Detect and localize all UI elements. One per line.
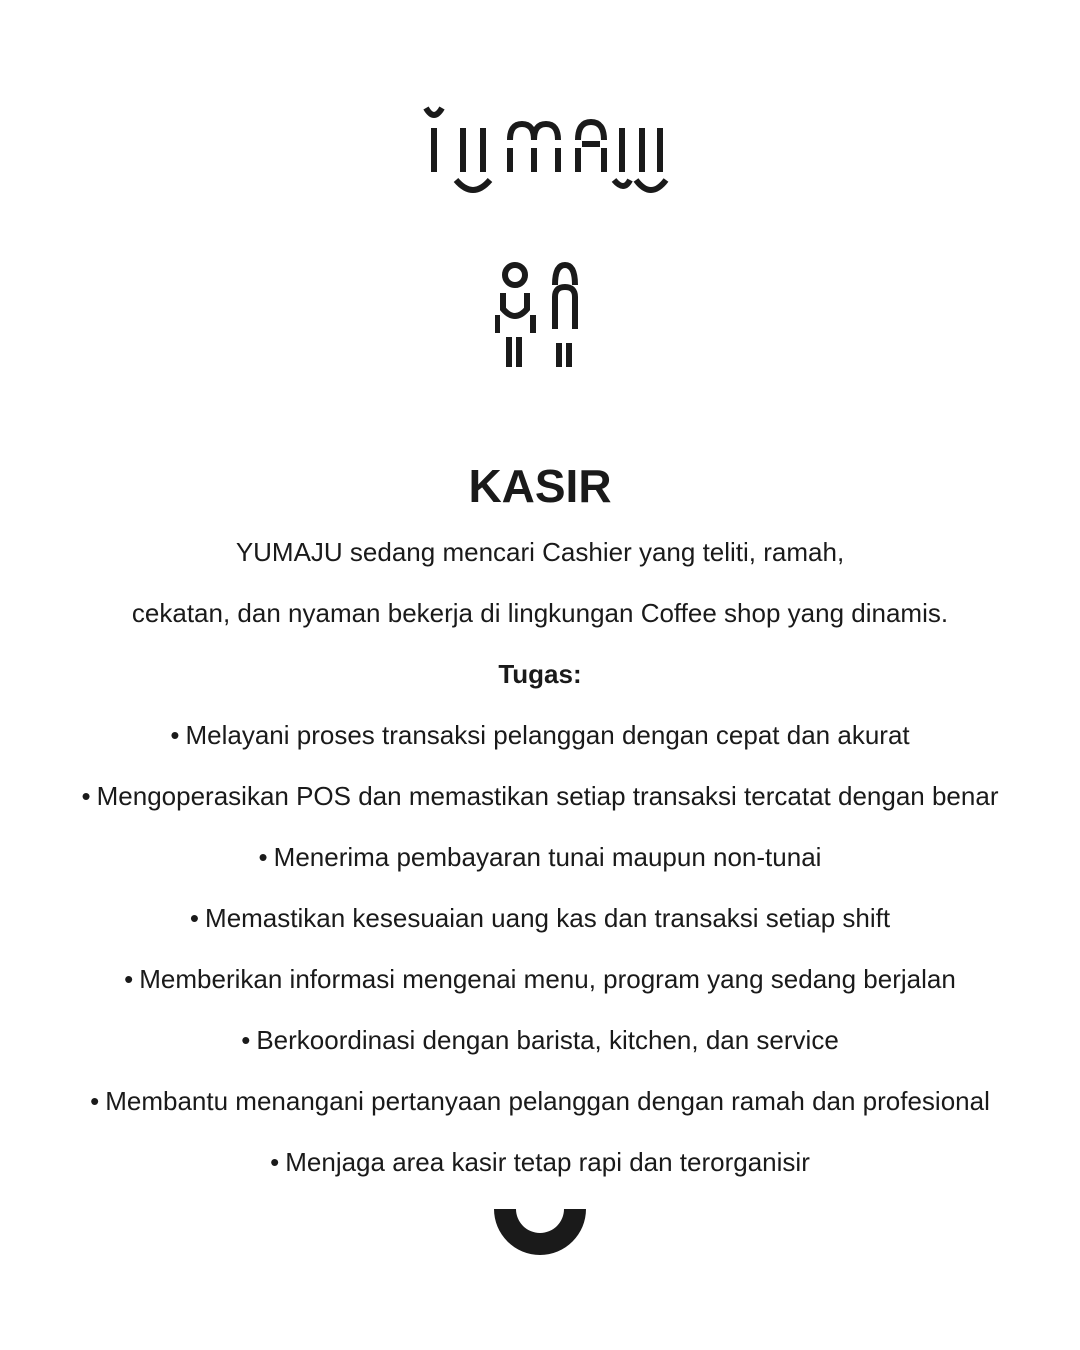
bullet-icon: • bbox=[241, 1025, 251, 1055]
task-item bbox=[0, 1071, 1080, 1132]
job-posting bbox=[0, 450, 1080, 1193]
task-item bbox=[0, 888, 1080, 949]
task-text: Memastikan kesesuaian uang kas dan transaksi setiap shift bbox=[205, 903, 891, 933]
intro-line-2: cekatan, dan nyaman bekerja di lingkungan Coffee shop yang dinamis. bbox=[131, 598, 949, 628]
bullet-icon: • bbox=[90, 1086, 100, 1116]
task-text: Mengoperasikan POS dan memastikan setiap transaksi tercatat dengan benar bbox=[96, 781, 999, 811]
bullet-icon: • bbox=[189, 903, 200, 933]
task-text: Memberikan informasi mengenai menu, program yang sedang berjalan bbox=[139, 964, 956, 994]
yumaju-logo bbox=[420, 100, 670, 200]
bullet-icon: • bbox=[124, 964, 134, 994]
task-item bbox=[0, 1132, 1080, 1193]
tasks-heading: Tugas: bbox=[498, 659, 582, 689]
arc-icon bbox=[490, 1205, 590, 1271]
task-text: Berkoordinasi dengan barista, kitchen, dan service bbox=[256, 1025, 839, 1055]
task-text: Membantu menangani pertanyaan pelanggan dengan ramah dan profesional bbox=[105, 1086, 990, 1116]
bullet-icon: • bbox=[81, 781, 91, 811]
task-text: Menjaga area kasir tetap rapi dan terorganisir bbox=[285, 1147, 810, 1177]
task-item bbox=[0, 949, 1080, 1010]
task-item bbox=[0, 827, 1080, 888]
task-item bbox=[0, 1010, 1080, 1071]
bullet-icon: • bbox=[170, 720, 180, 750]
intro-line-1: YUMAJU sedang mencari Cashier yang teliti, ramah, bbox=[235, 537, 845, 567]
page-title: KASIR bbox=[468, 460, 612, 512]
bullet-icon: • bbox=[270, 1147, 280, 1177]
task-item bbox=[0, 766, 1080, 827]
task-item bbox=[0, 705, 1080, 766]
two-figures-icon bbox=[495, 255, 585, 373]
task-text: Melayani proses transaksi pelanggan dengan cepat dan akurat bbox=[185, 720, 910, 750]
task-text: Menerima pembayaran tunai maupun non-tunai bbox=[273, 842, 822, 872]
bullet-icon: • bbox=[258, 842, 268, 872]
task-list bbox=[0, 705, 1080, 1193]
